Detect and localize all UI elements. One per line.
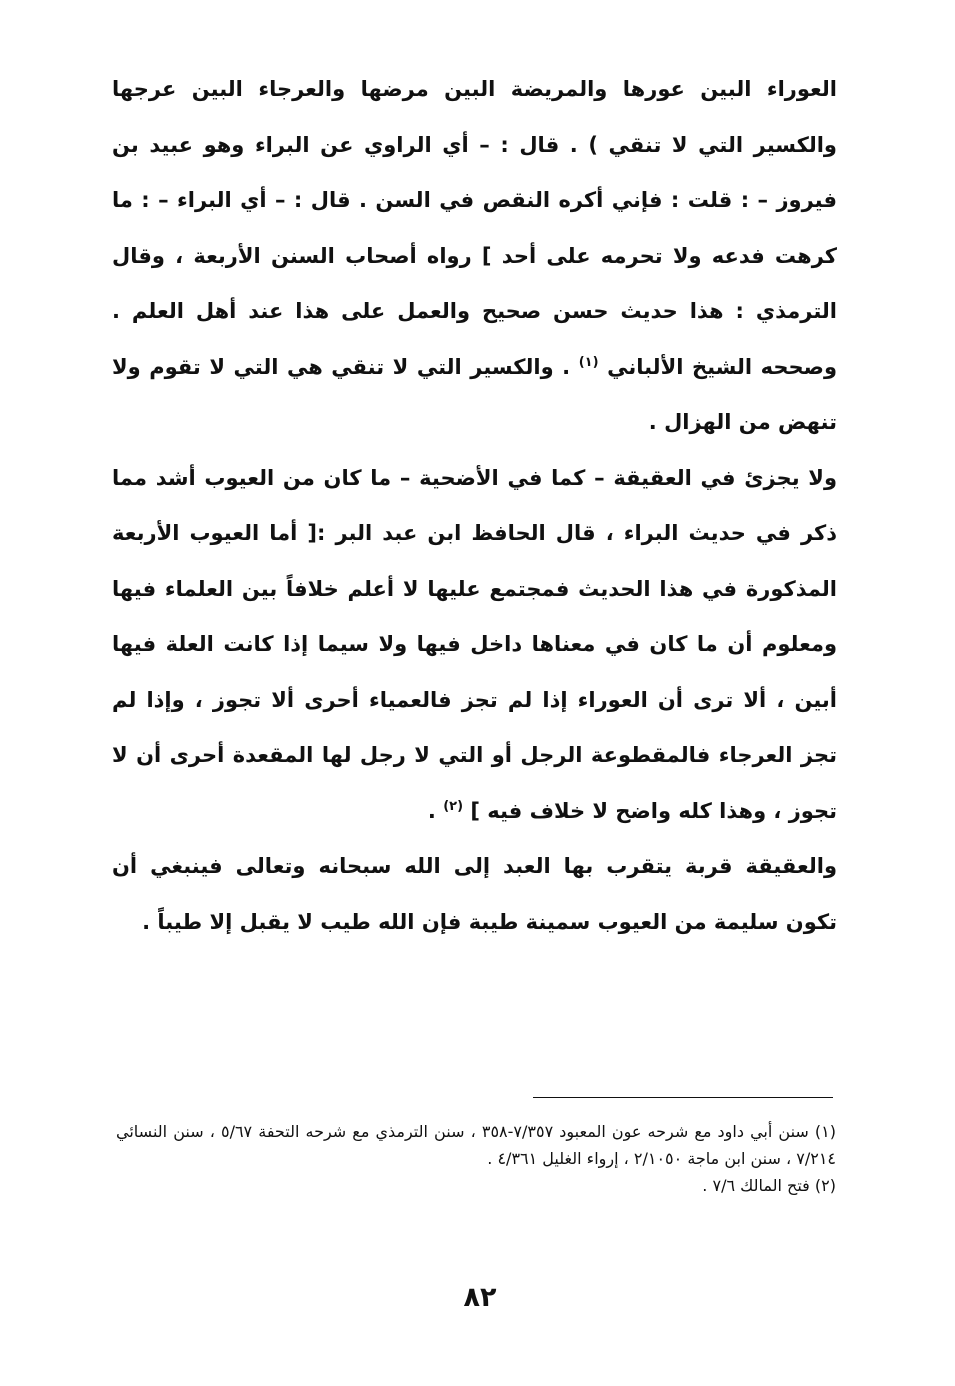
- paragraph-2-tail: .: [427, 798, 436, 823]
- footnote-ref-2: (٢): [443, 798, 464, 814]
- main-text: [112, 62, 837, 950]
- footnotes: [116, 1118, 836, 1199]
- footnote-separator: [533, 1097, 833, 1098]
- footnote-ref-1: (١): [578, 354, 599, 370]
- paragraph-1-text: العوراء البين عورها والمريضة البين مرضها والعرجاء البين عرجها والكسير التي لا تنقي ) . قال : – أي الراوي عن البراء وهو عبيد بن فيروز – : قلت : فإني أكره النقص في السن . قال : – أي البراء – : ما كرهت فدعه ولا تحرمه على أحد ] رواه أصحاب السنن الأربعة ، وقال الترمذي : هذا حديث حسن صحيح والعمل على هذا عند أهل العلم . وصححه الشيخ الألباني: [112, 77, 837, 379]
- paragraph-2: [112, 451, 837, 840]
- footnote-2: (٢) فتح المالك ٧/٦ .: [702, 1176, 836, 1195]
- paragraph-2-text: ولا يجزئ في العقيقة – كما في الأضحية – ما كان من العيوب أشد مما ذكر في حديث البراء ، قال الحافظ ابن عبد البر :[ أما العيوب الأربعة المذكورة في هذا الحديث فمجتمع عليها لا أعلم خلافاً بين العلماء فيها ومعلوم أن ما كان في معناها داخل فيها ولا سيما إذا كانت العلة فيها أبين ، ألا ترى أن العوراء إذا لم تجز فالعمياء أحرى ألا تجوز ، وإذا لم تجز العرجاء فالمقطوعة الرجل أو التي لا رجل لها المقعدة أحرى أن لا تجوز ، وهذا كله واضح لا خلاف فيه ]: [112, 465, 837, 823]
- page-number: ٨٢: [463, 1282, 497, 1313]
- paragraph-3: والعقيقة قربة يتقرب بها العبد إلى الله سبحانه وتعالى فينبغي أن تكون سليمة من العيوب سمينة طيبة فإن الله طيب لا يقبل إلا طيباً .: [112, 854, 837, 934]
- paragraph-1: [112, 62, 837, 451]
- footnote-1: (١) سنن أبي داود مع شرحه عون المعبود ٧/٣٥٧-٣٥٨ ، سنن الترمذي مع شرحه التحفة ٥/٦٧ ، سنن النسائي ٧/٢١٤ ، سنن ابن ماجة ٢/١٠٥٠ ، إرواء الغليل ٤/٣٦١ .: [116, 1122, 836, 1168]
- paragraph-1-tail: . والكسير التي لا تنقي هي التي لا تقوم ولا تنهض من الهزال .: [112, 354, 837, 434]
